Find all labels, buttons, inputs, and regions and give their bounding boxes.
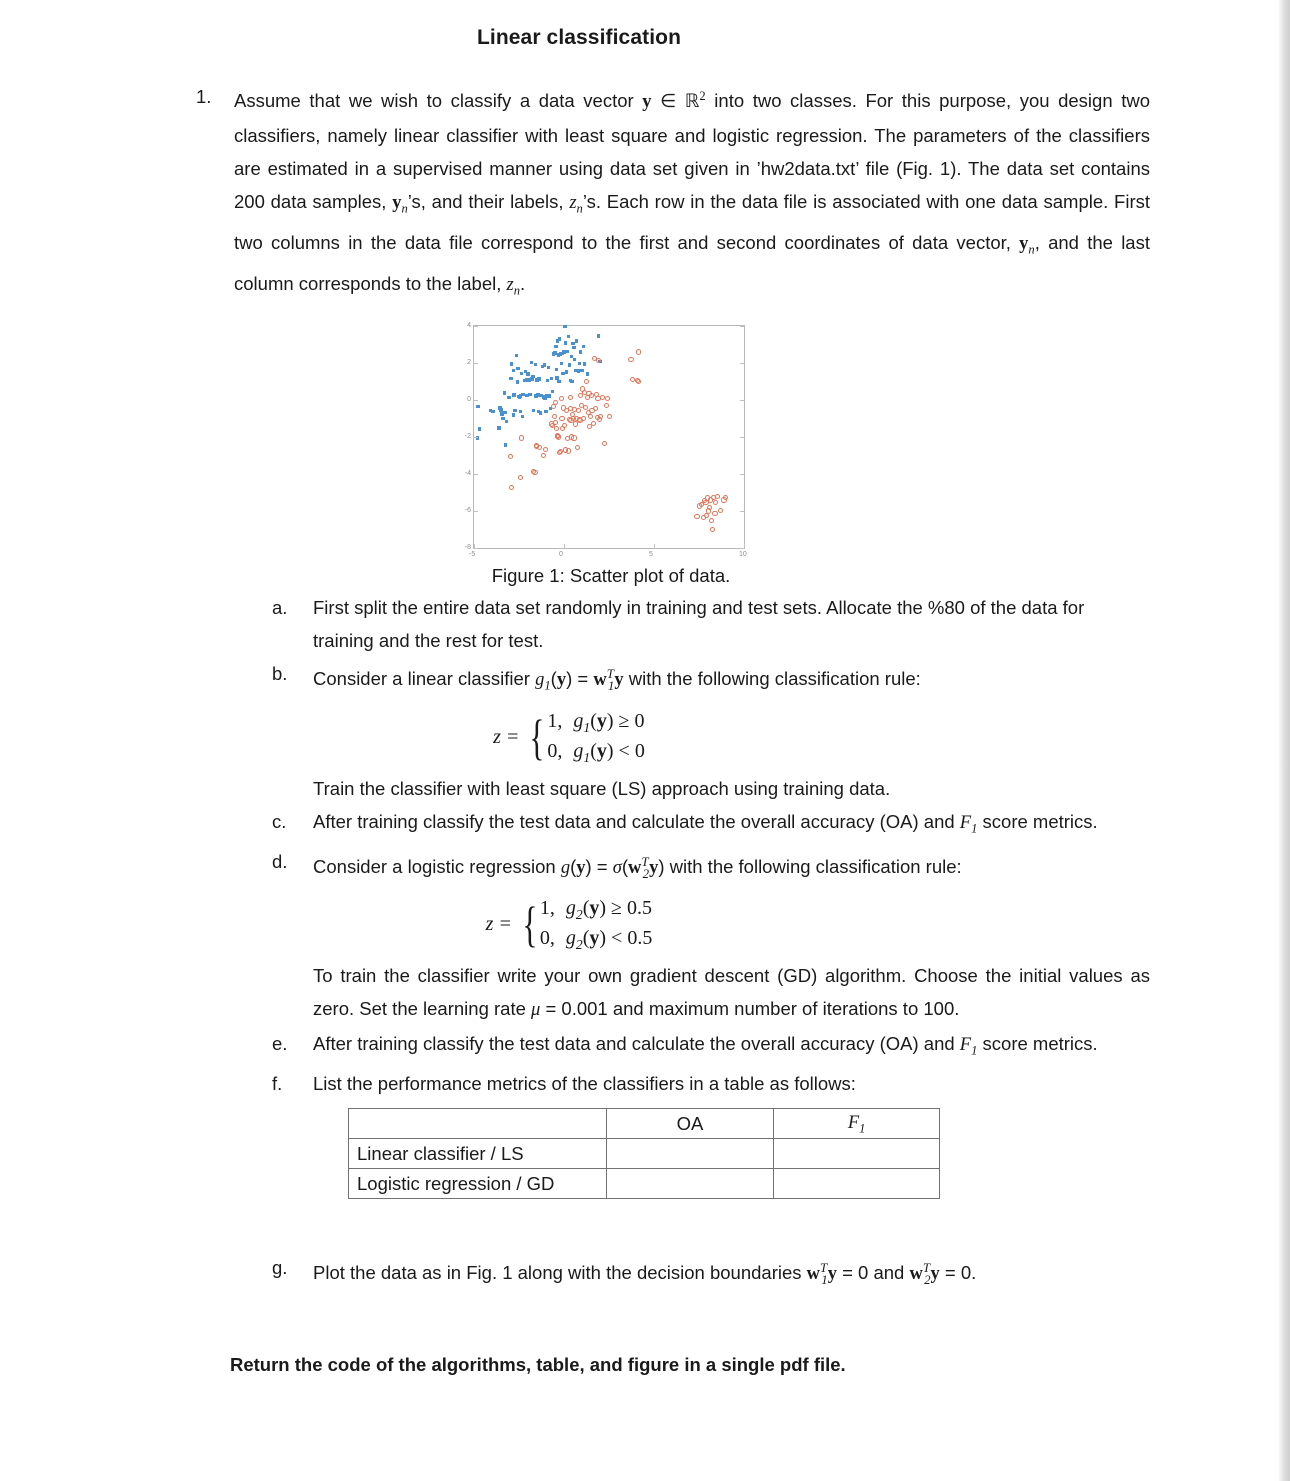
data-point [636,349,641,354]
x-axis-tick-label: 5 [649,551,653,559]
case-value: 1, [539,897,555,920]
data-point [555,368,558,371]
data-point [567,335,570,338]
table-row [349,1169,940,1199]
data-point [531,375,534,378]
x-axis-tick-label: -5 [469,551,476,559]
spacer [0,1225,1278,1251]
cell-linear-ls-oa[interactable] [606,1139,774,1169]
list-marker-e: e. [272,1032,288,1054]
data-point [521,415,524,418]
data-point [509,485,514,490]
data-point [602,441,607,446]
equation-d-lhs: z = [485,912,512,935]
data-point [553,420,558,425]
y-axis-tick [740,511,744,512]
cell-logistic-gd-oa[interactable] [606,1169,774,1199]
data-point [709,518,714,523]
data-point [710,527,715,532]
left-brace-icon: { [522,895,538,952]
data-point [497,426,500,429]
case-value: 1, [547,710,563,733]
data-point [723,495,728,500]
data-point [537,445,542,450]
data-point [507,396,510,399]
y-axis-tick [474,511,478,512]
data-point [572,346,575,349]
figure-caption: Figure 1: Scatter plot of data. [491,565,731,587]
list-item-a-text: First split the entire data set randomly in training and test sets. Allocate the %80 of the data for training and the rest for test. [313,597,1085,652]
data-point [505,420,508,423]
y-axis-tick [740,474,744,475]
y-axis-tick-label: -6 [464,507,471,515]
closing-note: Return the code of the algorithms, table, and figure in a single pdf file. [230,1354,846,1376]
list-item-d [0,845,1278,890]
y-axis-tick-label: -4 [464,470,471,478]
case-row [547,707,644,737]
item-b-followup: Train the classifier with least square (LS) approach using training data. [313,777,891,799]
data-point [547,366,550,369]
data-point [607,414,612,419]
data-point [559,396,564,401]
data-point [586,372,589,375]
data-point [584,379,589,384]
data-point [559,416,564,421]
y-axis-tick [740,400,744,401]
data-point [630,377,635,382]
column-header-oa: OA [606,1109,774,1139]
data-point [707,505,712,510]
item-g-lead: Plot the data as in Fig. 1 along with the decision boundaries [313,1262,807,1284]
table-header-row [349,1109,940,1139]
data-point [591,421,596,426]
data-point [543,447,548,452]
data-point [543,363,546,366]
y-axis-tick [474,437,478,438]
y-axis-tick [474,400,478,401]
data-point [478,427,481,430]
list-item-b-text: Consider a linear classifier $g_1(y) = w^T_1y$ with the following classification rule: [313,666,921,694]
data-point [550,377,553,380]
data-point [636,379,641,384]
data-point [575,445,580,450]
list-item-d-text: Consider a logistic regression $g(y) = \sigma(w^T_2y)$ with the following classification rule: [313,854,962,882]
spacer [0,1199,1278,1225]
data-point [508,454,513,459]
x-axis-tick [744,544,745,548]
data-point [597,334,600,337]
data-point [552,414,557,419]
data-point [570,380,573,383]
case-condition: $g_1(y) \ge 0$ [573,710,645,736]
data-point [503,391,506,394]
cell-logistic-gd-f1[interactable] [774,1169,940,1199]
figure-1 [0,322,1278,559]
data-point [537,377,540,380]
equation-d [0,890,1278,959]
intro-paragraph: Assume that we wish to classify a data vector y ∈ ℝ$^2$ into two classes. For this purpose, you design two classifiers, namely linear classifier with least square and logistic regression. The parameters of the classifiers are estimated in a supervised manner using data set given in ’hw2data.txt’ file (Fig. 1). The data set contains 200 data samples, $y_n’s$, and their labels, $z_n’s$. Each row in the data file is associated with one data sample. First two columns in the data file correspond to the first and second coordinates of data vector, $y_n$, and the last column corresponds to the label, $z_n$. [234,89,1150,298]
list-item-f-text: List the performance metrics of the classifiers in a table as follows: [313,1073,856,1095]
case-condition: $g_1(y) < 0$ [573,740,645,766]
list-item-g-text: Plot the data as in Fig. 1 along with the decision boundaries $w^T_1y = 0$ and $w^T_2y = 0$. [313,1260,977,1288]
y-axis-tick [740,437,744,438]
x-axis-tick-label: 0 [559,551,563,559]
list-item-a [0,591,1278,657]
data-point [515,354,518,357]
data-point [492,410,495,413]
data-point [598,414,603,419]
data-point [512,393,515,396]
cell-linear-ls-f1[interactable] [774,1139,940,1169]
case-row [540,924,652,954]
data-point [512,369,515,372]
data-point [579,350,582,353]
data-point [563,325,566,328]
data-point [519,435,524,440]
equation-b-lhs: z = [493,725,520,748]
page-title: Linear classification [476,26,681,49]
y-axis-tick [740,548,744,549]
data-point [604,403,609,408]
table-corner-cell [349,1109,607,1139]
list-item-c-text: After training classify the test data and calculate the overall accuracy (OA) and $F_1$ score metrics. [313,810,1098,836]
data-point [573,358,576,361]
list-marker-a: a. [272,597,288,619]
data-point [512,413,515,416]
data-point [694,514,699,519]
data-point [510,362,513,365]
data-point [503,411,506,414]
data-point [565,370,568,373]
column-header-f1: $F_1$ [774,1109,940,1139]
data-point [504,443,507,446]
data-point [560,362,563,365]
data-point [600,395,605,400]
y-axis-tick [474,474,478,475]
data-point [534,363,537,366]
item-d-lead: Consider a logistic regression [313,856,561,878]
data-point [519,410,522,413]
data-point [712,511,717,516]
table-row [349,1139,940,1169]
scatter-plot [464,322,747,559]
data-point [499,408,502,411]
data-point [532,470,537,475]
data-point [544,410,547,413]
data-point [566,350,569,353]
data-point [583,362,586,365]
data-point [578,362,581,365]
item-b-lead: Consider a linear classifier [313,668,536,690]
data-point [558,337,561,340]
list-marker-b: b. [272,663,288,685]
y-axis-tick-label: -8 [464,544,471,552]
y-axis-tick-label: 4 [467,322,471,330]
row-label-linear-ls: Linear classifier / LS [349,1139,607,1169]
data-point [553,400,558,405]
data-point [566,448,571,453]
data-point [551,404,556,409]
x-axis-tick [654,544,655,548]
data-point [528,393,531,396]
y-axis-tick-label: 2 [467,359,471,367]
row-label-logistic-gd: Logistic regression / GD [349,1169,607,1199]
list-item-g [0,1251,1278,1296]
case-condition: $g_2(y) \ge 0.5$ [565,897,653,923]
data-point [551,390,554,393]
y-axis-tick [740,326,744,327]
data-point [568,395,573,400]
case-row [540,894,652,924]
data-point [530,361,533,364]
data-point [554,345,557,348]
lettered-list [0,591,1278,1296]
list-item-1 [0,80,1278,307]
data-point [518,475,523,480]
list-marker-f: f. [272,1073,283,1095]
left-brace-icon: { [529,708,545,765]
data-point [628,357,633,362]
data-point [509,377,512,380]
data-point [715,494,720,499]
data-point [539,411,542,414]
data-point [588,414,593,419]
data-point [554,426,559,431]
data-point [548,394,551,397]
data-point [521,393,524,396]
y-axis-tick [740,363,744,364]
case-value: 0, [547,740,563,763]
y-axis-tick-label: 0 [467,396,471,404]
x-axis-tick-label: 10 [739,551,747,559]
data-point [541,453,546,458]
list-marker: 1. [196,86,212,107]
list-marker-c: c. [272,810,287,832]
item-d-followup: To train the classifier write your own gradient descent (GD) algorithm. Choose the initial values as zero. Set the learning rate μ = 0.001 and maximum number of iterations to 100. [313,964,1150,1020]
numbered-list [0,80,1278,307]
data-point [580,369,583,372]
y-axis-tick-label: -2 [464,433,471,441]
data-point [593,406,598,411]
data-point [526,372,529,375]
data-point [562,423,567,428]
data-point [582,345,585,348]
data-point [568,363,571,366]
list-item-f [0,1067,1278,1100]
item-b-tail: with the following classification rule: [623,668,921,690]
data-point [556,434,561,439]
metrics-table [348,1108,940,1199]
data-point [581,416,586,421]
data-point [516,380,519,383]
data-point [575,339,578,342]
item-g-tail: . [971,1262,977,1284]
data-point [516,367,519,370]
data-point [557,380,560,383]
data-point [576,408,581,413]
case-row [547,737,644,767]
data-point [564,341,567,344]
data-point [605,396,610,401]
x-axis-tick [564,544,565,548]
data-point [513,409,516,412]
y-axis-tick [474,363,478,364]
metrics-table-wrap [0,1108,1278,1199]
data-point [558,449,563,454]
page-edge-shadow [1278,0,1290,1481]
item-d-tail: with the following classification rule: [664,856,962,878]
equation-b [0,703,1278,772]
y-axis-tick [474,326,478,327]
data-point [532,409,535,412]
data-point [571,435,576,440]
list-item-e-text: After training classify the test data and calculate the overall accuracy (OA) and $F_1$ score metrics. [313,1032,1098,1058]
data-point [718,508,723,513]
y-axis-tick [474,548,478,549]
data-point [713,500,718,505]
case-condition: $g_2(y) < 0.5$ [565,927,653,953]
case-value: 0, [539,927,555,950]
list-marker-d: d. [272,851,288,873]
list-marker-g: g. [272,1257,288,1279]
data-point [476,405,479,408]
list-item-c [0,805,1278,846]
list-item-e [0,1027,1278,1068]
data-point [704,513,709,518]
list-item-b [0,657,1278,703]
